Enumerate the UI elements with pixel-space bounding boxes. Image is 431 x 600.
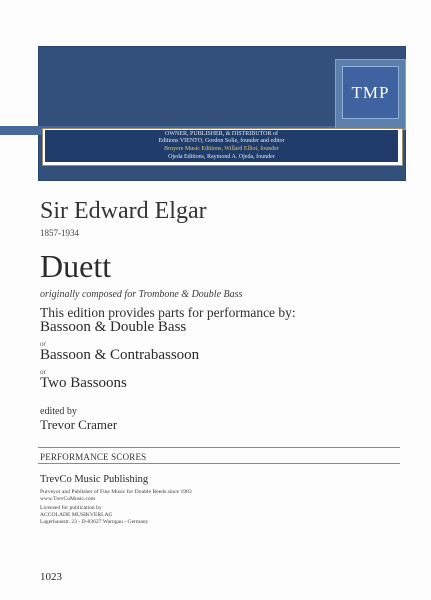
instrumentation-option: Two Bassoons <box>40 375 127 391</box>
catalog-number: 1023 <box>40 571 62 583</box>
edited-by-label: edited by <box>40 406 77 417</box>
publisher-line: Editions VIENTO, Gordon Solie, founder and editor <box>158 138 285 145</box>
divider <box>38 447 400 448</box>
edition-intro: This edition provides parts for performance by: <box>40 305 296 320</box>
instrumentation-option: Bassoon & Double Bass <box>40 319 187 335</box>
performance-scores-label: PERFORMANCE SCORES <box>40 452 147 462</box>
publisher-line: OWNER, PUBLISHER, & DISTRIBUTOR of <box>165 130 278 137</box>
licensee-name: ACCOLADE MUSIKVERLAG <box>40 512 113 518</box>
or-separator: or <box>40 368 46 376</box>
composer-years: 1857-1934 <box>40 228 79 238</box>
divider <box>38 463 400 464</box>
publisher-name: TrevCo Music Publishing <box>40 474 149 485</box>
publisher-website: www.TrevCoMusic.com <box>40 496 96 502</box>
publisher-line: Bruyere Music Editions, Willard Elliot, founder <box>164 146 279 152</box>
instrumentation-option: Bassoon & Contrabassoon <box>40 347 200 363</box>
piece-title: Duett <box>40 248 112 284</box>
publisher-tagline: Purveyor and Publisher of Fine Music for Double Reeds since 1983 <box>40 489 192 495</box>
publisher-box <box>45 130 398 162</box>
or-separator: or <box>40 340 46 348</box>
composer-name: Sir Edward Elgar <box>40 198 207 224</box>
tmp-logo <box>342 66 399 119</box>
editor-name: Trevor Cramer <box>40 417 118 432</box>
tmp-logo-text: TMP <box>351 82 390 102</box>
licensee-address: Lagerhausstr. 23 - D-83627 Warngau - Germany <box>40 519 149 525</box>
original-instrumentation: originally composed for Trombone & Double Bass <box>40 289 243 300</box>
license-intro: Licensed for publication by <box>40 505 102 511</box>
publisher-line: Ojeda Editions, Raymond A. Ojeda, founder <box>168 153 275 160</box>
